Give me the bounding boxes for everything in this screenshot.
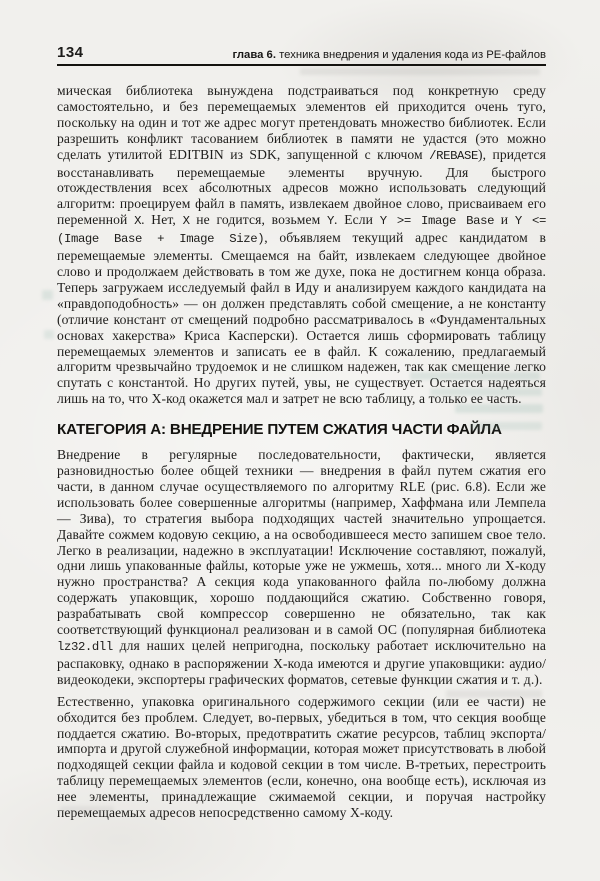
paragraph-text: мическая библиотека вынуждена подстраиваться под конкретную среду самостоятельно, и без перемещаемых элементов ей приходится очень туго, поскольку на один и тот же адрес могут претендовать множество библиотек. Если разрешить конфликт тасованием библиотек в памяти не удастся (это можно сделать утилитой EDITBIN из SDK, запущенной с ключом	[57, 83, 546, 162]
paragraph-text: Естественно, упаковка оригинального содержимого секции (или ее части) не обходится без проблем. Следует, во-первых, убедиться в том, что секция вообще поддается сжатию. Во-вторых, предотвратить сжатие ресурсов, таблиц экспорта/импорта и другой служебной информации, которая может присутствовать в любой подходящей секции файла и кодовой секции в том числе. В-третьих, перестроить таблицу перемещаемых элементов (если, конечно, она вообще есть), исключая из нее элементы, принадлежащие сжимаемой секции, и поручая настройку перемещаемых адресов непосредственно самому X-коду.	[57, 693, 546, 821]
inline-code: Y	[327, 214, 334, 229]
inline-code: Y <= (Image Base + Image Size)	[57, 214, 547, 247]
paragraphs-after-heading	[57, 447, 546, 821]
paragraph-text: . Если	[333, 212, 380, 228]
scan-artifact	[44, 330, 54, 339]
chapter-reference-title: техника внедрения и удаления кода из PE-файлов	[275, 49, 546, 61]
paragraph-text: не годится, возьмем	[189, 212, 327, 228]
running-head	[57, 0, 546, 66]
paragraph	[57, 447, 546, 688]
chapter-reference	[232, 49, 546, 61]
inline-code: lz32.dll	[57, 640, 113, 654]
body-text	[57, 83, 546, 821]
inline-code: X	[182, 214, 190, 229]
paragraph-text: ), придется восстанавливать перемещаемые элементы вручную. Для быстрого отождествления всех абсолютных адресов можно использовать следующий алгоритм: проецируем файл в память, извлекаем двойное слово, присваиваем его переменной	[57, 146, 546, 228]
section-heading: КАТЕГОРИЯ А: ВНЕДРЕНИЕ ПУТЕМ СЖАТИЯ ЧАСТИ ФАЙЛА	[57, 421, 502, 439]
paragraph-text: для наших целей непригодна, поскольку работает исключительно на распаковку, однако в распоряжении X-кода имеются и другие упаковщики: аудио/видеокодеки, экспортеры графических форматов, сетевые функции сжатия и т. д.).	[57, 638, 546, 687]
paragraph-text: и	[494, 212, 515, 228]
paragraph-text: . Нет,	[141, 212, 183, 228]
paragraph	[57, 83, 546, 407]
chapter-reference-number: глава 6.	[232, 49, 276, 61]
inline-code: X	[134, 214, 142, 229]
inline-code: Y >= Image Base	[379, 214, 495, 229]
page-number: 134	[57, 44, 84, 61]
paragraphs-before-heading	[57, 83, 546, 407]
paragraph-text: , объявляем текущий адрес кандидатом в перемещаемые элементы. Смещаемся на байт, извлекаем следующее двойное слово и продолжаем действовать в том же духе, пока не достигнем конца образа. Теперь загружаем исследуемый файл в Иду и анализируем каждого кандидата на «правдоподобность» — он должен представлять собой смещение, а не константу (отличие констант от смещений подробно рассматривалось в «Фундаментальных основах хакерства» Криса Касперски). Остается лишь сформировать таблицу перемещаемых элементов и записать ее в файл. К сожалению, предлагаемый алгоритм чрезвычайно трудоемок и не слишком надежен, так как смещение легко спутать с константой. Но других путей, увы, не существует. Остается надеяться лишь на то, что X-код окажется мал и затрет не всю таблицу, а только ее часть.	[57, 230, 546, 407]
scan-artifact	[42, 290, 53, 300]
inline-code: /REBASE	[429, 148, 478, 163]
paragraph-text: Внедрение в регулярные последовательности, фактически, является разновидностью более общей техники — внедрения в файл путем сжатия его части, в данном случае осуществляемого по алгоритму RLE (рис. 6.8). Если же использовать более совершенные алгоритмы (например, Хаффмана или Лемпела — Зива), то стратегия выбора подходящих частей значительно упрощается. Давайте сожмем кодовую секцию, а на освободившееся место запишем свое тело. Легко в реализации, надежно в эксплуатации! Исключение составляют, пожалуй, одни лишь упакованные файлы, которые уже не ужмешь, хотя... много ли X-коду нужно пространства? А секция кода упакованного файла по-любому должна содержать упаковщик, хорошо поддающийся сжатию. Собственно говоря, разрабатывать свой компрессор совершенно не обязательно, так как соответствующий функционал реализован и в самой ОС (популярная библиотека	[57, 447, 546, 638]
paragraph	[57, 694, 546, 821]
book-page	[57, 0, 546, 827]
